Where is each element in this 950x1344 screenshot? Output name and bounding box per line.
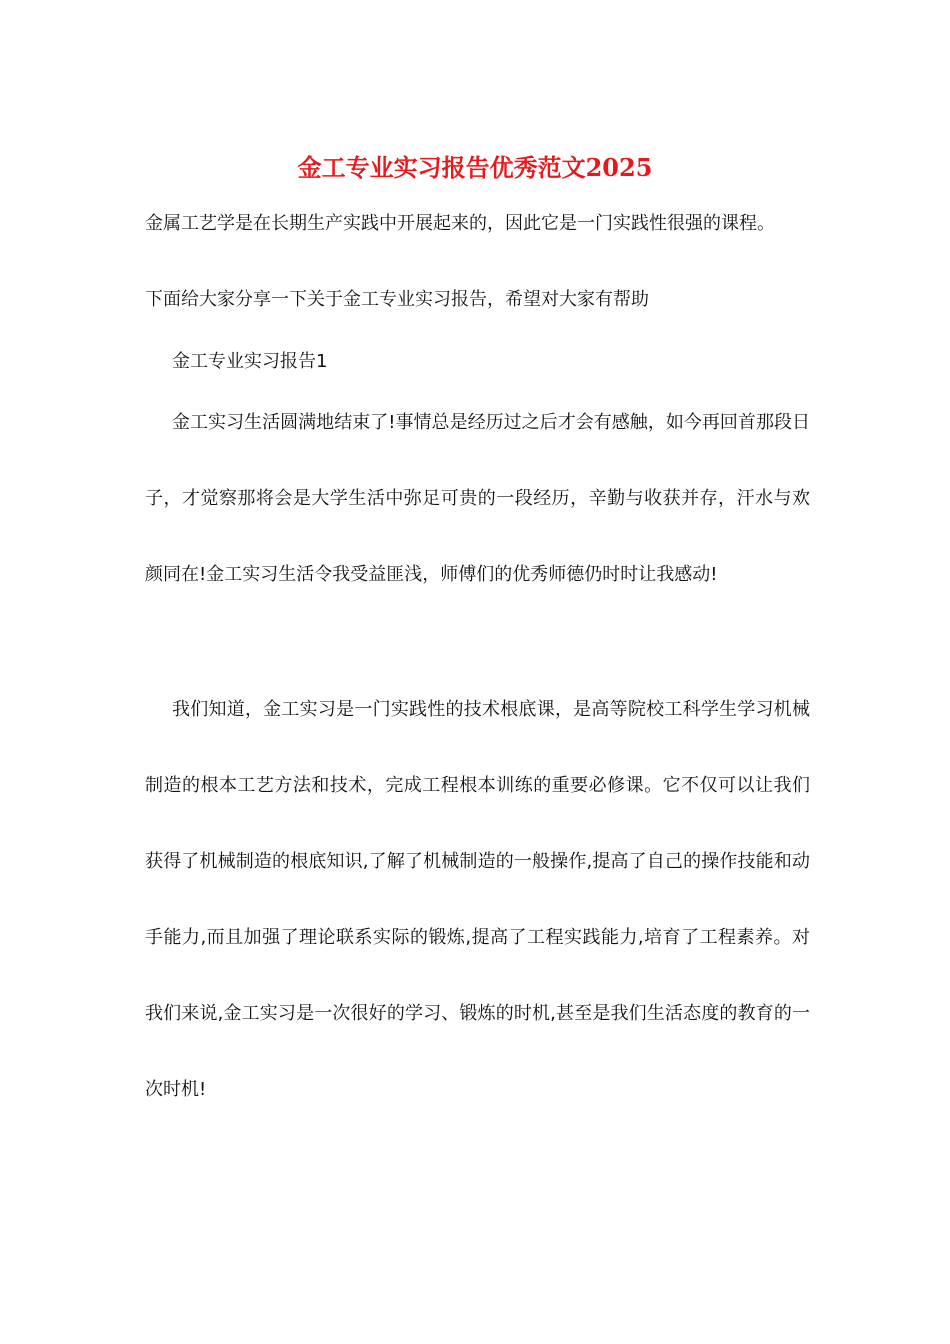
- body-paragraph-2: 我们知道，金工实习是一门实践性的技术根底课，是高等院校工科学生学习机械制造的根本工艺方法和技术，完成工程根本训练的重要必修课。它不仅可以让我们获得了机械制造的根底知识,了解了机械制造的一般操作,提高了自己的操作技能和动手能力,而且加强了理论联系实际的锻炼,提高了工程实践能力,培育了工程素养。对我们来说,金工实习是一次很好的学习、锻炼的时机,甚至是我们生活态度的教育的一次时机!: [145, 699, 810, 1100]
- intro-line-1: 金属工艺学是在长期生产实践中开展起来的，因此它是一门实践性很强的课程。: [145, 213, 775, 234]
- document-title: 金工专业实习报告优秀范文2025: [297, 153, 653, 182]
- intro-line-2: 下面给大家分享一下关于金工专业实习报告，希望对大家有帮助: [145, 289, 649, 310]
- body-paragraph-1: 金工实习生活圆满地结束了!事情总是经历过之后才会有感触，如今再回首那段日子，才觉察那将会是大学生活中弥足可贵的一段经历，辛勤与收获并存，汗水与欢颜同在!金工实习生活令我受益匪浅，师傅们的优秀师德仍时时让我感动!: [145, 412, 810, 585]
- section-heading: 金工专业实习报告1: [172, 351, 328, 372]
